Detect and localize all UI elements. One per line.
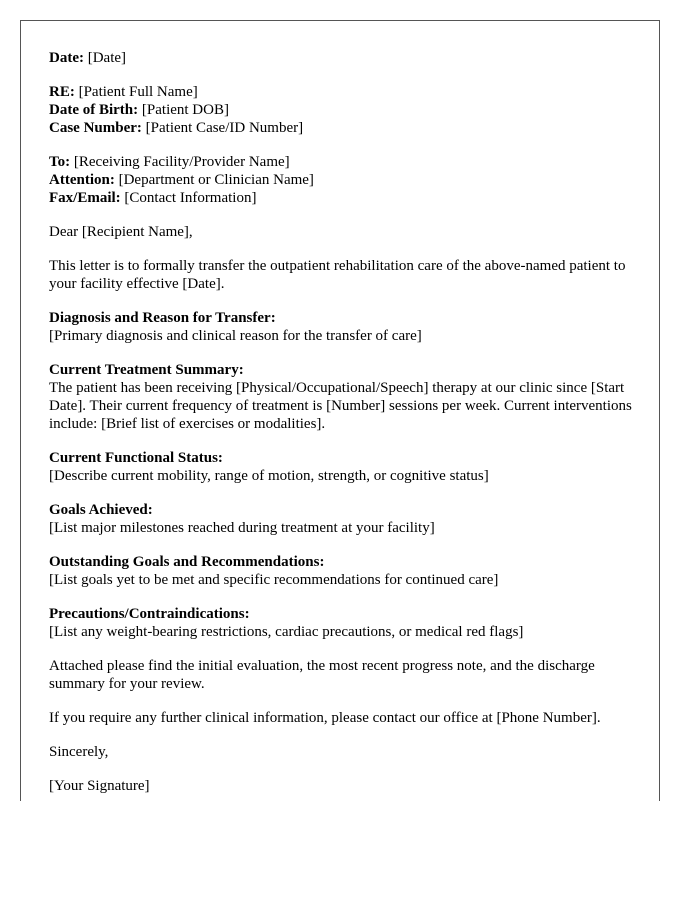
section-body: The patient has been receiving [Physical/Occupational/Speech] therapy at our clinic since [Start Date]. Their current frequency of treatment is [Number] sessions per week. Current interventions include: [Brief list of exercises or modalities]. (49, 380, 632, 432)
section-body: [List any weight-bearing restrictions, cardiac precautions, or medical red flags] (49, 624, 524, 640)
fax-value: [Contact Information] (120, 190, 257, 206)
attention-value: [Department or Clinician Name] (114, 172, 314, 188)
attention-label: Attention: (49, 172, 115, 188)
section-treatment-summary (49, 361, 639, 433)
to-line (49, 153, 639, 171)
to-label: To: (49, 154, 71, 170)
section-outstanding-goals (49, 553, 639, 589)
date-label: Date: (49, 50, 84, 66)
closing: Sincerely, (49, 744, 109, 760)
recipient-info (49, 153, 639, 207)
section-body: [Describe current mobility, range of motion, strength, or cognitive status] (49, 468, 489, 484)
intro-paragraph: This letter is to formally transfer the outpatient rehabilitation care of the above-named patient to your facility effective [Date]. (49, 258, 626, 292)
attachments-paragraph: Attached please find the initial evaluation, the most recent progress note, and the discharge summary for your review. (49, 658, 595, 692)
letter-content (49, 49, 639, 795)
fax-line (49, 189, 639, 207)
attention-line (49, 171, 639, 189)
case-value: [Patient Case/ID Number] (141, 120, 304, 136)
re-label: RE: (49, 84, 75, 100)
contact-paragraph: If you require any further clinical information, please contact our office at [Phone Number]. (49, 710, 601, 726)
section-body: [List major milestones reached during treatment at your facility] (49, 520, 435, 536)
section-body: [Primary diagnosis and clinical reason for the transfer of care] (49, 328, 422, 344)
section-goals-achieved (49, 501, 639, 537)
section-heading: Current Functional Status: (49, 450, 223, 466)
to-value: [Receiving Facility/Provider Name] (70, 154, 290, 170)
patient-info (49, 83, 639, 137)
section-heading: Outstanding Goals and Recommendations: (49, 554, 325, 570)
re-line (49, 83, 639, 101)
section-functional-status (49, 449, 639, 485)
section-precautions (49, 605, 639, 641)
section-heading: Precautions/Contraindications: (49, 606, 250, 622)
section-heading: Current Treatment Summary: (49, 362, 244, 378)
dob-value: [Patient DOB] (138, 102, 229, 118)
section-body: [List goals yet to be met and specific recommendations for continued care] (49, 572, 499, 588)
dob-line (49, 101, 639, 119)
date-value: [Date] (83, 50, 127, 66)
case-label: Case Number: (49, 120, 142, 136)
section-heading: Diagnosis and Reason for Transfer: (49, 310, 276, 326)
re-value: [Patient Full Name] (74, 84, 198, 100)
dob-label: Date of Birth: (49, 102, 139, 118)
salutation: Dear [Recipient Name], (49, 224, 193, 240)
date-line (49, 49, 639, 67)
section-heading: Goals Achieved: (49, 502, 153, 518)
letter-page (20, 20, 660, 801)
signature-placeholder: [Your Signature] (49, 778, 150, 794)
section-diagnosis (49, 309, 639, 345)
fax-label: Fax/Email: (49, 190, 121, 206)
case-line (49, 119, 639, 137)
